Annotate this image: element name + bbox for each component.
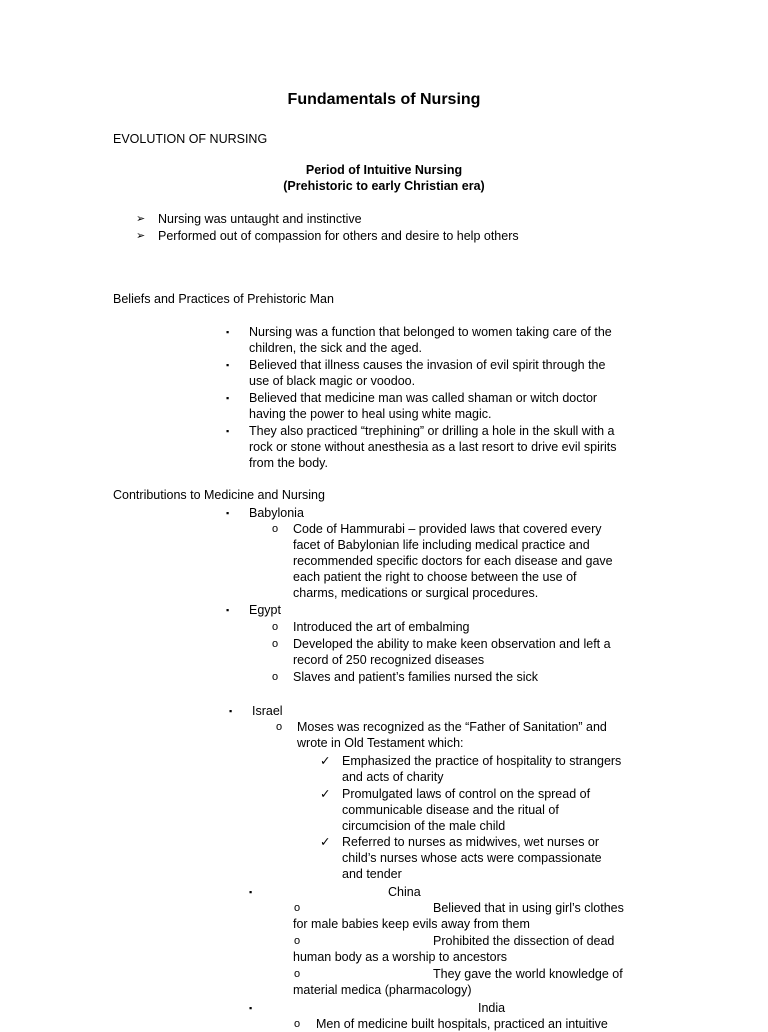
israel-check-item: Referred to nurses as midwives, wet nurses or: [342, 835, 600, 849]
period-heading: Period of Intuitive Nursing: [305, 163, 463, 177]
china-item: Prohibited the dissection of dead: [433, 934, 615, 948]
prehistoric-item: from the body.: [249, 456, 328, 470]
babylonia-item: Code of Hammurabi – provided laws that covered every: [293, 522, 602, 536]
checkmark-icon: ✓: [320, 787, 331, 801]
civilization-israel: Israel: [252, 704, 283, 718]
circle-bullet-icon: o: [294, 902, 301, 914]
square-bullet-icon: ▪: [249, 887, 253, 897]
china-item: for male babies keep evils away from them: [293, 917, 530, 931]
circle-bullet-icon: o: [294, 968, 301, 980]
square-bullet-icon: ▪: [226, 327, 230, 337]
circle-bullet-icon: o: [276, 721, 283, 733]
circle-bullet-icon: o: [272, 671, 279, 683]
arrow-bullet-icon: ➢: [136, 230, 146, 242]
checkmark-icon: ✓: [320, 754, 331, 768]
prehistoric-item: having the power to heal using white magic.: [249, 407, 492, 421]
egypt-item: Introduced the art of embalming: [293, 620, 470, 634]
israel-check-item: child’s nurses whose acts were compassionate: [342, 851, 602, 865]
circle-bullet-icon: o: [272, 621, 279, 633]
checkmark-icon: ✓: [320, 835, 331, 849]
square-bullet-icon: ▪: [226, 393, 230, 403]
civilization-china: China: [388, 885, 421, 899]
prehistoric-item: They also practiced “trephining” or drilling a hole in the skull with a: [249, 424, 615, 438]
period-bullet: Performed out of compassion for others and desire to help others: [158, 229, 519, 243]
square-bullet-icon: ▪: [229, 706, 233, 716]
circle-bullet-icon: o: [294, 935, 301, 947]
square-bullet-icon: ▪: [226, 508, 230, 518]
babylonia-item: each patient the right to choose between the use of: [293, 570, 577, 584]
section-heading: EVOLUTION OF NURSING: [113, 132, 268, 146]
egypt-item: Developed the ability to make keen observation and left a: [293, 637, 611, 651]
china-item: Believed that in using girl’s clothes: [433, 901, 624, 915]
egypt-item: record of 250 recognized diseases: [293, 653, 485, 667]
square-bullet-icon: ▪: [226, 426, 230, 436]
babylonia-item: recommended specific doctors for each disease and gave: [293, 554, 613, 568]
square-bullet-icon: ▪: [249, 1003, 253, 1013]
israel-check-item: circumcision of the male child: [342, 819, 506, 833]
prehistoric-item: use of black magic or voodoo.: [249, 374, 416, 388]
civilization-egypt: Egypt: [249, 603, 281, 617]
circle-bullet-icon: o: [272, 523, 279, 535]
babylonia-item: facet of Babylonian life including medical practice and: [293, 538, 590, 552]
contributions-heading: Contributions to Medicine and Nursing: [113, 488, 325, 502]
prehistoric-item: children, the sick and the aged.: [249, 341, 423, 355]
china-item: material medica (pharmacology): [293, 983, 472, 997]
square-bullet-icon: ▪: [226, 360, 230, 370]
egypt-item: Slaves and patient’s families nursed the sick: [293, 670, 539, 684]
israel-check-item: Promulgated laws of control on the spread of: [342, 787, 591, 801]
prehistoric-item: rock or stone without anesthesia as a last resort to drive evil spirits: [249, 440, 617, 454]
china-item: They gave the world knowledge of: [433, 967, 623, 981]
document-title: Fundamentals of Nursing: [287, 91, 481, 108]
arrow-bullet-icon: ➢: [136, 213, 146, 225]
circle-bullet-icon: o: [272, 638, 279, 650]
prehistoric-heading: Beliefs and Practices of Prehistoric Man: [113, 292, 334, 306]
china-item: human body as a worship to ancestors: [293, 950, 508, 964]
square-bullet-icon: ▪: [226, 605, 230, 615]
israel-check-item: and acts of charity: [342, 770, 444, 784]
babylonia-item: charms, medications or surgical procedures.: [293, 586, 539, 600]
israel-check-item: Emphasized the practice of hospitality to strangers: [342, 754, 622, 768]
israel-check-item: and tender: [342, 867, 402, 881]
civilization-babylonia: Babylonia: [249, 506, 304, 520]
period-subheading: (Prehistoric to early Christian era): [283, 179, 485, 193]
period-bullet: Nursing was untaught and instinctive: [158, 212, 362, 226]
prehistoric-item: Believed that illness causes the invasion of evil spirit through the: [249, 358, 606, 372]
israel-check-item: communicable disease and the ritual of: [342, 803, 559, 817]
prehistoric-item: Believed that medicine man was called shaman or witch doctor: [249, 391, 598, 405]
israel-item: wrote in Old Testament which:: [297, 736, 464, 750]
prehistoric-item: Nursing was a function that belonged to women taking care of the: [249, 325, 612, 339]
india-item: Men of medicine built hospitals, practiced an intuitive: [316, 1017, 608, 1031]
circle-bullet-icon: o: [294, 1018, 301, 1030]
civilization-india: India: [478, 1001, 506, 1015]
israel-item: Moses was recognized as the “Father of Sanitation” and: [297, 720, 607, 734]
